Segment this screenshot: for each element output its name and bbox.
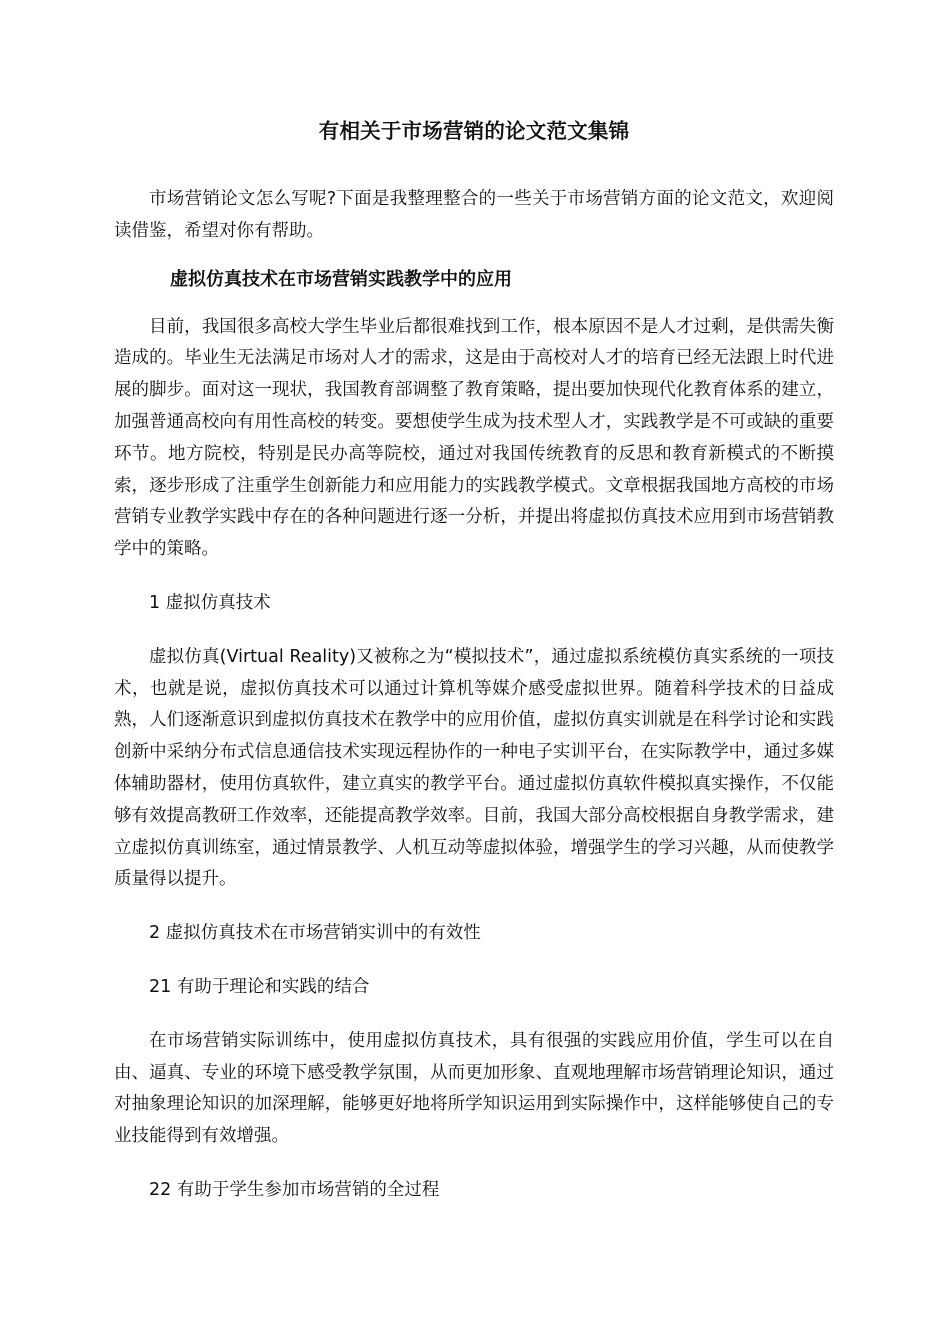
article-title: 虚拟仿真技术在市场营销实践教学中的应用 [170, 268, 512, 290]
body-paragraph: 在市场营销实际训练中，使用虚拟仿真技术，具有很强的实践应用价值，学生可以在自由、逼真、专业的环境下感受教学氛围，从而更加形象、直观地理解市场营销理论知识，通过对抽象理论知识的加深理解，能够更好地将所学知识运用到实际操作中，这样能够使自己的专业技能得到有效增强。 [114, 1030, 834, 1147]
subsection-heading: 21 有助于理论和实践的结合 [149, 976, 370, 997]
section-heading: 1 虚拟仿真技术 [149, 592, 271, 613]
subsection-heading: 22 有助于学生参加市场营销的全过程 [149, 1179, 440, 1200]
section-heading: 2 虚拟仿真技术在市场营销实训中的有效性 [149, 923, 481, 944]
intro-paragraph: 市场营销论文怎么写呢?下面是我整理整合的一些关于市场营销方面的论文范文，欢迎阅读借鉴，希望对你有帮助。 [114, 189, 834, 241]
body-paragraph: 目前，我国很多高校大学生毕业后都很难找到工作，根本原因不是人才过剩，是供需失衡造成的。毕业生无法满足市场对人才的需求，这是由于高校对人才的培育已经无法跟上时代进展的脚步。面对这一现状，我国教育部调整了教育策略，提出要加快现代化教育体系的建立，加强普通高校向有用性高校的转变。要想使学生成为技术型人才，实践教学是不可或缺的重要环节。地方院校，特别是民办高等院校，通过对我国传统教育的反思和教育新模式的不断摸索，逐步形成了注重学生创新能力和应用能力的实践教学模式。文章根据我国地方高校的市场营销专业教学实践中存在的各种问题进行逐一分析，并提出将虚拟仿真技术应用到市场营销教学中的策略。 [114, 316, 834, 560]
document-body [114, 106, 834, 1207]
body-paragraph: 虚拟仿真(Virtual Reality)又被称之为“模拟技术”，通过虚拟系统模仿真实系统的一项技术，也就是说，虚拟仿真技术可以通过计算机等媒介感受虚拟世界。随着科学技术的日益成熟，人们逐渐意识到虚拟仿真技术在教学中的应用价值，虚拟仿真实训就是在科学讨论和实践创新中采纳分布式信息通信技术实现远程协作的一种电子实训平台，在实际教学中，通过多媒体辅助器材，使用仿真软件，建立真实的教学平台。通过虚拟仿真软件模拟真实操作，不仅能够有效提高教研工作效率，还能提高教学效率。目前，我国大部分高校根据自身教学需求，建立虚拟仿真训练室，通过情景教学、人机互动等虚拟体验，增强学生的学习兴趣，从而使教学质量得以提升。 [114, 646, 834, 890]
document-title: 有相关于市场营销的论文范文集锦 [318, 119, 630, 143]
